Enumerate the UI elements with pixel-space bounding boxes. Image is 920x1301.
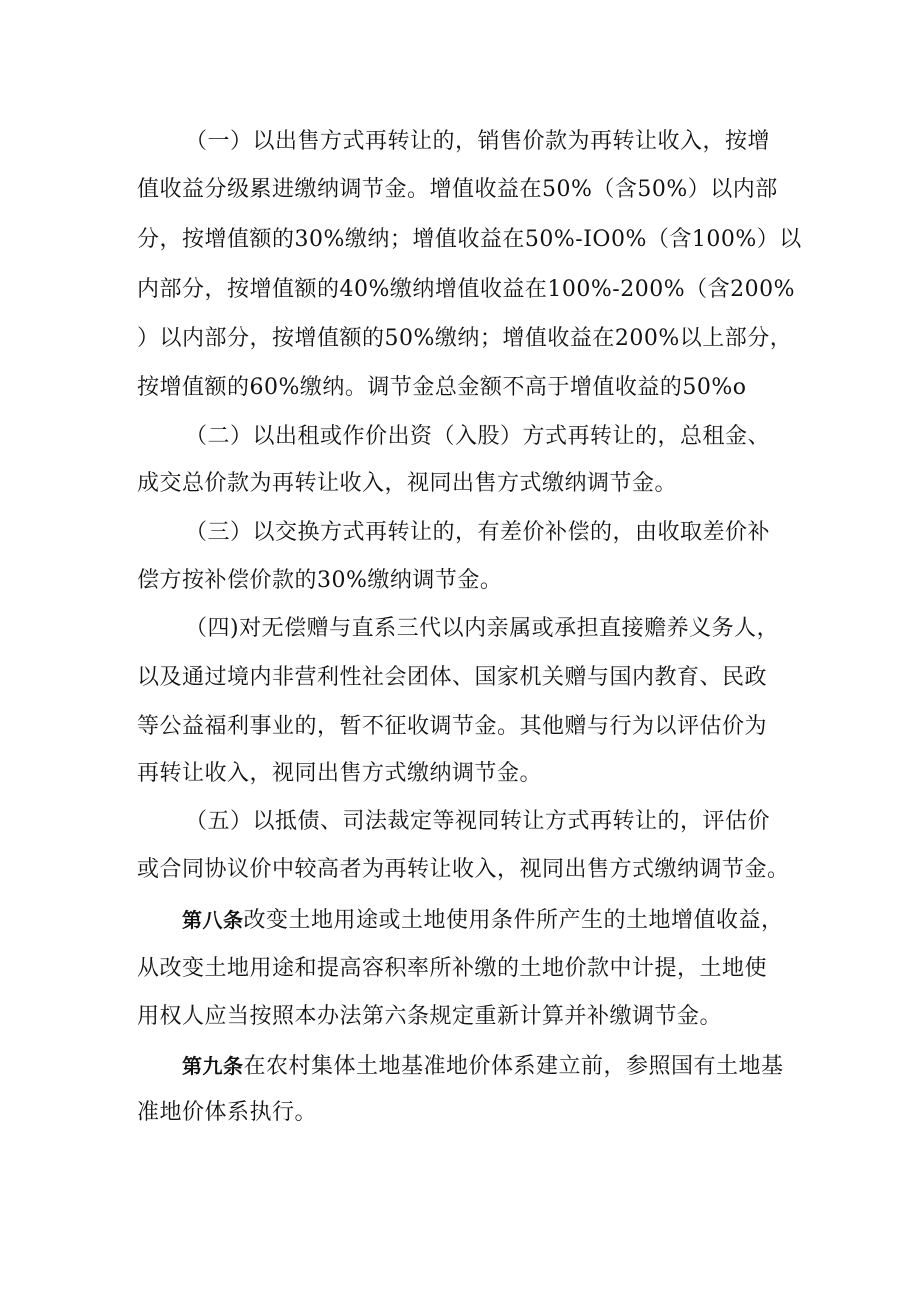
para4-line2: 以及通过境内非营利性社会团体、国家机关赠与国内教育、民政 — [137, 665, 768, 690]
article-9-text1: 在农村集体土地基准地价体系建立前，参照国有土地基 — [243, 1054, 784, 1079]
article-8-line2: 从改变土地用途和提高容积率所补缴的土地价款中计提，土地使 — [137, 956, 768, 981]
article-8-text1: 改变土地用途或土地使用条件所产生的土地增值收益， — [243, 908, 784, 933]
para5-line2: 或合同协议价中较高者为再转让收入，视同出售方式缴纳调节金。 — [137, 857, 790, 882]
para1-line3: 分，按增值额的30%缴纳；增值收益在50%-IO0%（含100%）以 — [137, 227, 802, 252]
para1-line1: （一）以出售方式再转让的，销售价款为再转让收入，按增 — [185, 129, 771, 154]
para1-line6: 按增值额的60%缴纳。调节金总金额不高于增值收益的50%o — [137, 375, 747, 400]
para1-line4: 内部分，按增值额的40%缴纳增值收益在100%-200%（含200% — [137, 277, 796, 302]
para2-line2: 成交总价款为再转让收入，视同出售方式缴纳调节金。 — [137, 471, 678, 496]
para4-line1: （四)对无偿赠与直系三代以内亲属或承担直接赡养义务人， — [185, 616, 780, 641]
para1-line5: ）以内部分，按增值额的50%缴纳；增值收益在200%以上部分， — [137, 326, 793, 351]
para3-line2: 偿方按补偿价款的30%缴纳调节金。 — [137, 568, 503, 593]
article-9-line2: 准地价体系执行。 — [137, 1100, 318, 1125]
para2-line1: （二）以出租或作价出资（入股）方式再转让的，总租金、 — [185, 424, 771, 449]
article-8-line1 — [182, 906, 784, 935]
article-8-line3: 用权人应当按照本办法第六条规定重新计算并补缴调节金。 — [137, 1004, 723, 1029]
article-9-heading: 第九条 — [182, 1054, 244, 1078]
para4-line4: 再转让收入，视同出售方式缴纳调节金。 — [137, 761, 543, 786]
para3-line1: （三）以交换方式再转让的，有差价补偿的，由收取差价补 — [185, 520, 771, 545]
article-8-heading: 第八条 — [182, 908, 244, 932]
para5-line1: （五）以抵债、司法裁定等视同转让方式再转让的，评估价 — [185, 809, 771, 834]
article-9-line1 — [182, 1052, 784, 1081]
para4-line3: 等公益福利事业的，暂不征收调节金。其他赠与行为以评估价为 — [137, 714, 768, 739]
para1-line2: 值收益分级累进缴纳调节金。增值收益在50%（含50%）以内部 — [137, 177, 778, 202]
